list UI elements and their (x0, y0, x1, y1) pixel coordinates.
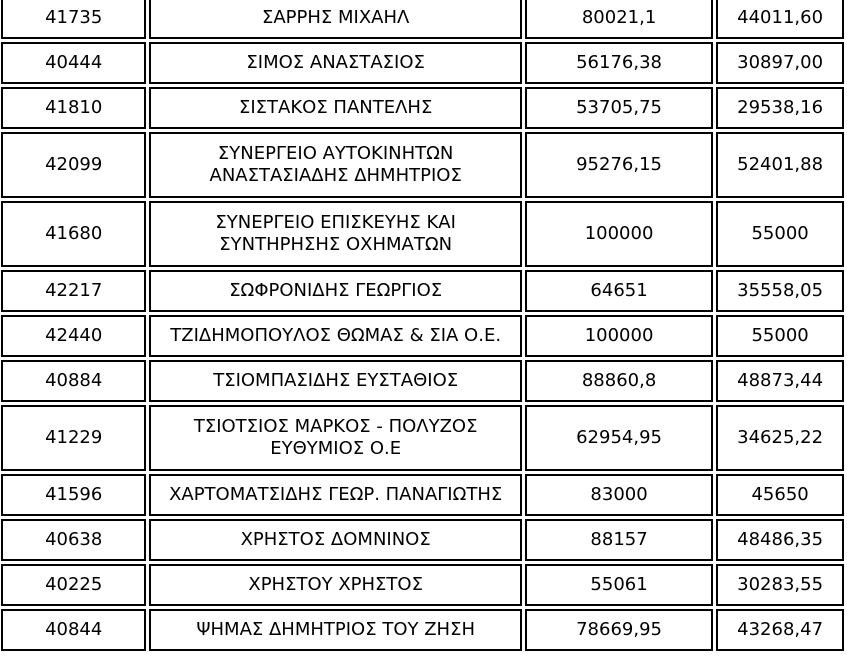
name-cell: ΤΣΙΟΤΣΙΟΣ ΜΑΡΚΟΣ - ΠΟΛΥΖΟΣ ΕΥΘΥΜΙΟΣ Ο.Ε (149, 405, 521, 471)
subsidy-cell: 55000 (716, 201, 844, 267)
subsidy-cell: 30897,00 (716, 42, 844, 84)
subsidy-cell: 48873,44 (716, 360, 844, 402)
amount-cell: 62954,95 (525, 405, 713, 471)
name-cell: ΣΩΦΡΟΝΙΔΗΣ ΓΕΩΡΓΙΟΣ (149, 270, 521, 312)
name-cell: ΤΖΙΔΗΜΟΠΟΥΛΟΣ ΘΩΜΑΣ & ΣΙΑ Ο.Ε. (149, 315, 521, 357)
subsidy-cell: 52401,88 (716, 132, 844, 198)
id-cell: 40638 (1, 519, 146, 561)
id-cell: 41810 (1, 87, 146, 129)
table-row (1, 201, 844, 267)
table-row (1, 42, 844, 84)
amount-cell: 100000 (525, 315, 713, 357)
table-row (1, 315, 844, 357)
id-cell: 41735 (1, 0, 146, 39)
table-row (1, 564, 844, 606)
id-cell: 41680 (1, 201, 146, 267)
name-cell: ΧΡΗΣΤΟΣ ΔΟΜΝΙΝΟΣ (149, 519, 521, 561)
id-cell: 40444 (1, 42, 146, 84)
amount-cell: 95276,15 (525, 132, 713, 198)
amount-cell: 55061 (525, 564, 713, 606)
id-cell: 42099 (1, 132, 146, 198)
id-cell: 41229 (1, 405, 146, 471)
table-row (1, 132, 844, 198)
name-cell: ΧΡΗΣΤΟΥ ΧΡΗΣΤΟΣ (149, 564, 521, 606)
amount-cell: 88157 (525, 519, 713, 561)
name-cell: ΣΥΝΕΡΓΕΙΟ ΑΥΤΟΚΙΝΗΤΩΝ ΑΝΑΣΤΑΣΙΑΔΗΣ ΔΗΜΗΤΡΙΟΣ (149, 132, 521, 198)
name-cell: ΣΥΝΕΡΓΕΙΟ ΕΠΙΣΚΕΥΗΣ ΚΑΙ ΣΥΝΤΗΡΗΣΗΣ ΟΧΗΜΑΤΩΝ (149, 201, 521, 267)
amount-cell: 88860,8 (525, 360, 713, 402)
subsidy-cell: 29538,16 (716, 87, 844, 129)
id-cell: 40844 (1, 609, 146, 651)
table-row (1, 609, 844, 651)
subsidy-cell: 34625,22 (716, 405, 844, 471)
subsidy-cell: 35558,05 (716, 270, 844, 312)
amount-cell: 78669,95 (525, 609, 713, 651)
table-row (1, 519, 844, 561)
subsidy-cell: 44011,60 (716, 0, 844, 39)
name-cell: ΨΗΜΑΣ ΔΗΜΗΤΡΙΟΣ ΤΟΥ ΖΗΣΗ (149, 609, 521, 651)
id-cell: 40884 (1, 360, 146, 402)
table-row (1, 270, 844, 312)
subsidy-cell: 45650 (716, 474, 844, 516)
id-cell: 42217 (1, 270, 146, 312)
name-cell: ΤΣΙΟΜΠΑΣΙΔΗΣ ΕΥΣΤΑΘΙΟΣ (149, 360, 521, 402)
table-row (1, 360, 844, 402)
name-cell: ΣΙΜΟΣ ΑΝΑΣΤΑΣΙΟΣ (149, 42, 521, 84)
subsidy-cell: 43268,47 (716, 609, 844, 651)
amount-cell: 83000 (525, 474, 713, 516)
id-cell: 42440 (1, 315, 146, 357)
amount-cell: 100000 (525, 201, 713, 267)
amount-cell: 56176,38 (525, 42, 713, 84)
id-cell: 41596 (1, 474, 146, 516)
table-row (1, 405, 844, 471)
table-row (1, 87, 844, 129)
amount-cell: 64651 (525, 270, 713, 312)
name-cell: ΣΑΡΡΗΣ ΜΙΧΑΗΛ (149, 0, 521, 39)
subsidy-cell: 48486,35 (716, 519, 844, 561)
table-row (1, 0, 844, 39)
amount-cell: 53705,75 (525, 87, 713, 129)
amount-cell: 80021,1 (525, 0, 713, 39)
id-cell: 40225 (1, 564, 146, 606)
table-row (1, 474, 844, 516)
name-cell: ΣΙΣΤΑΚΟΣ ΠΑΝΤΕΛΗΣ (149, 87, 521, 129)
subsidy-cell: 30283,55 (716, 564, 844, 606)
name-cell: ΧΑΡΤΟΜΑΤΣΙΔΗΣ ΓΕΩΡ. ΠΑΝΑΓΙΩΤΗΣ (149, 474, 521, 516)
subsidy-cell: 55000 (716, 315, 844, 357)
